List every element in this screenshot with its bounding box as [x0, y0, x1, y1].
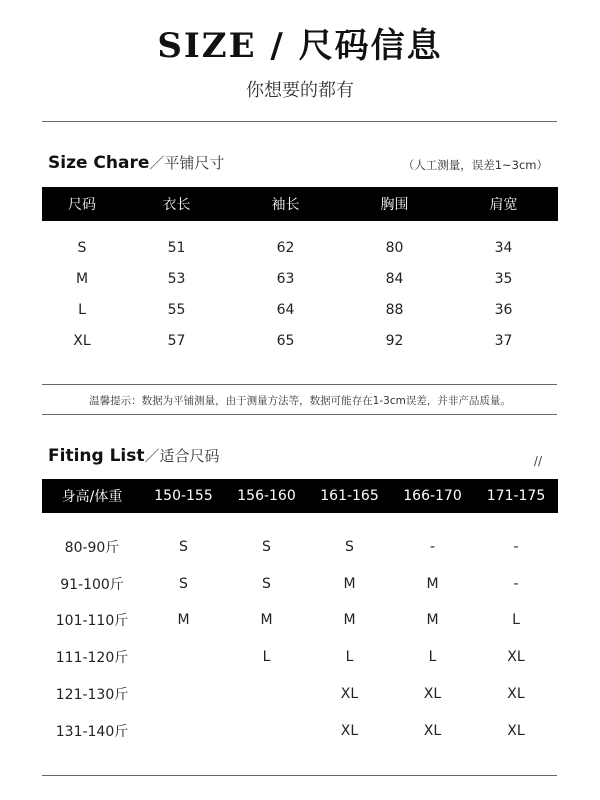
table-cell: 36	[494, 302, 513, 318]
table-cell: XL	[340, 723, 359, 739]
table-cell: M	[260, 612, 273, 628]
table-cell: -	[429, 539, 436, 555]
table-row	[42, 329, 558, 353]
table-cell: 101-110斤	[55, 613, 129, 629]
table-cell: L	[428, 649, 437, 665]
table-cell: L	[345, 649, 354, 665]
table-cell: M	[177, 612, 190, 628]
page-subtitle: 你想要的都有	[246, 80, 354, 101]
table-cell: 57	[167, 333, 186, 349]
fitting-col-header: 171-175	[486, 488, 546, 504]
table-row	[42, 719, 558, 743]
table-cell: M	[343, 612, 356, 628]
table-cell: L	[512, 612, 520, 628]
table-cell: 65	[276, 333, 295, 349]
table-cell: 80	[385, 240, 404, 256]
table-cell: 55	[167, 302, 186, 318]
table-cell: L	[78, 302, 86, 318]
table-cell: 91-100斤	[60, 577, 124, 593]
size-chart-heading	[48, 152, 224, 173]
table-cell: 121-130斤	[55, 687, 129, 703]
table-cell: S	[179, 576, 188, 592]
table-cell: XL	[507, 686, 525, 702]
table-cell: M	[426, 576, 439, 592]
table-cell: 35	[494, 271, 513, 287]
size-col-header: 袖长	[271, 197, 300, 213]
table-cell: S	[262, 576, 271, 592]
fitting-col-header: 166-170	[403, 488, 462, 504]
table-cell: 92	[385, 333, 404, 349]
size-chart-header	[42, 187, 558, 221]
table-cell: S	[345, 539, 354, 555]
size-col-header: 胸围	[380, 197, 409, 213]
fitting-col-header: 161-165	[320, 488, 379, 504]
table-row	[42, 236, 558, 260]
table-cell: XL	[73, 333, 91, 349]
table-row	[42, 298, 558, 322]
table-row	[42, 572, 558, 596]
page-title: SIZE / 尺码信息	[157, 26, 443, 66]
table-cell: S	[77, 240, 87, 256]
table-cell: S	[262, 539, 271, 555]
fitting-heading-text: Fiting List	[48, 446, 145, 466]
table-cell: 62	[276, 240, 295, 256]
divider	[42, 384, 557, 385]
table-cell: XL	[507, 723, 525, 739]
size-chart-heading-sub: ／平铺尺寸	[149, 154, 225, 172]
table-cell: 34	[494, 240, 513, 256]
decorative-mark: //	[533, 454, 542, 468]
table-cell: XL	[340, 686, 359, 702]
table-cell: 51	[167, 240, 186, 256]
table-cell: -	[513, 576, 519, 592]
table-cell: XL	[423, 723, 442, 739]
divider	[42, 775, 557, 776]
size-chart-heading-text: Size Chare	[48, 153, 150, 173]
table-row	[42, 267, 558, 291]
table-cell: XL	[507, 649, 525, 665]
size-col-header: 衣长	[162, 197, 191, 213]
divider	[42, 414, 557, 415]
table-row	[42, 645, 558, 669]
table-cell: M	[75, 271, 89, 287]
table-cell: 84	[385, 271, 404, 287]
size-col-header: 尺码	[68, 197, 96, 213]
table-row	[42, 535, 558, 559]
table-cell: 37	[494, 333, 513, 349]
fitting-heading	[48, 445, 220, 466]
table-cell: 131-140斤	[55, 724, 129, 740]
table-cell: 111-120斤	[55, 650, 129, 666]
measurement-note: （人工测量，误差1~3cm）	[402, 158, 548, 172]
table-row	[42, 608, 558, 632]
size-col-header: 肩宽	[489, 197, 518, 213]
table-cell: XL	[423, 686, 442, 702]
fitting-header	[42, 479, 558, 513]
table-cell: 88	[385, 302, 404, 318]
table-cell: M	[426, 612, 439, 628]
table-cell: 64	[276, 302, 295, 318]
table-cell: 53	[167, 271, 186, 287]
table-cell: M	[343, 576, 356, 592]
table-cell: -	[513, 539, 519, 555]
fitting-col-header: 156-160	[237, 488, 296, 504]
table-cell: L	[262, 649, 271, 665]
table-cell: S	[179, 539, 188, 555]
table-cell: 63	[276, 271, 295, 287]
measurement-tip: 温馨提示：数据为平铺测量，由于测量方法等，数据可能存在1-3cm误差，并非产品质量。	[89, 395, 511, 407]
table-row	[42, 682, 558, 706]
fitting-heading-sub: ／适合尺码	[144, 447, 220, 465]
divider	[42, 121, 557, 122]
fitting-col-header: 身高/体重	[61, 489, 123, 505]
fitting-col-header: 150-155	[154, 488, 213, 504]
table-cell: 80-90斤	[64, 540, 120, 556]
